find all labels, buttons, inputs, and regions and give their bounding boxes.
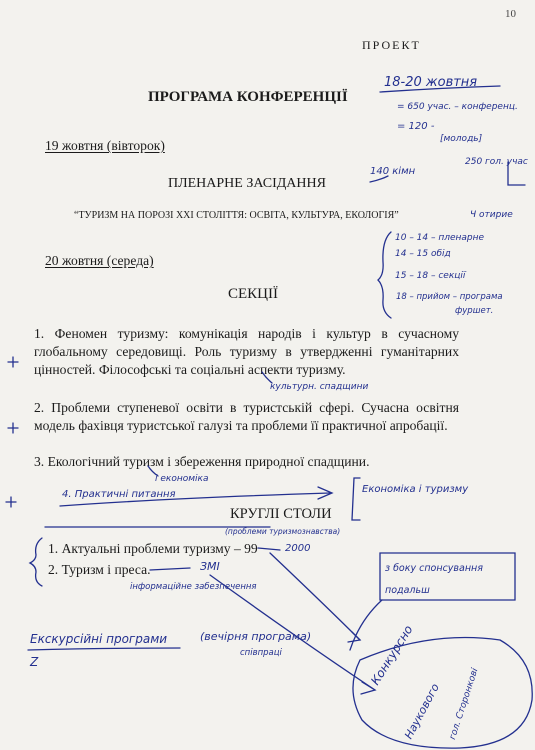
round-table-item-1: 1. Актуальні проблеми туризму – 99	[48, 541, 258, 556]
hand-eco-insert: і економіка	[155, 474, 209, 484]
hand-schedule-3: 15 – 18 – секції	[395, 271, 466, 281]
document-title: ПРОГРАМА КОНФЕРЕНЦІЇ	[148, 89, 348, 105]
page-number: 10	[505, 8, 516, 20]
section-item-3: 3. Екологічний туризм і збереження природної спадщини.	[34, 454, 370, 469]
hand-reserve-note: [молодь]	[440, 134, 483, 144]
hand-heritage-note: культурн. спадщини	[270, 382, 369, 392]
hand-year-note: 2000	[285, 543, 311, 554]
day2-date: 20 жовтня (середа)	[45, 253, 154, 268]
hand-sponsor-box: з боку спонсування подальш	[385, 563, 483, 596]
hand-rooms-note: 140 кімн	[370, 166, 416, 177]
hand-info-note: інформаційне забезпечення	[130, 582, 257, 592]
hand-schedule-5: фуршет.	[455, 306, 494, 316]
hand-circle-3: гол. Сторонкові	[448, 667, 481, 742]
hand-schedule-1: 10 – 14 – пленарне	[395, 233, 485, 243]
round-tables-title: КРУГЛІ СТОЛИ	[230, 506, 332, 522]
hand-circle-2: Наукового	[402, 681, 442, 742]
plenary-title: ПЛЕНАРНЕ ЗАСІДАННЯ	[168, 176, 326, 191]
hand-item-4: 4. Практичні питання	[62, 489, 176, 500]
hand-bracket-economics: Економіка і туризму	[362, 484, 469, 495]
hand-participants-note: = 650 учас. – конференц.	[397, 102, 518, 112]
hand-circle-1: Конкурсно	[368, 622, 416, 688]
sections-title: СЕКЦІЇ	[228, 286, 278, 302]
hand-sub-note: співпраці	[240, 648, 282, 658]
hand-visits-note: Екскурсійні програми	[30, 632, 168, 646]
hand-z-mark: Z	[30, 655, 39, 669]
section-item-2: 2. Проблеми ступеневої освіти в туристській сфері. Сучасна освітня модель фахівця туристської галузі та проблеми її практичної апробації.	[34, 400, 459, 433]
round-table-item-2: 2. Туризм і преса.	[48, 562, 151, 577]
project-label: ПРОЕКТ	[362, 38, 421, 52]
section-item-1: 1. Феномен туризму: комунікація народів і культур в сучасному глобальному середовищі. Роль туризму в утвердженні гуманітарних цінностей. Філософські та соціальні аспекти туризму.	[34, 326, 459, 377]
day1-date: 19 жовтня (вівторок)	[45, 138, 165, 153]
hand-plenary-note: Ч отирие	[470, 210, 513, 220]
hand-round-extra: (проблеми туризмознавства)	[225, 527, 341, 536]
plenary-theme: “ТУРИЗМ НА ПОРОЗІ ХХІ СТОЛІТТЯ: ОСВІТА, КУЛЬТУРА, ЕКОЛОГІЯ”	[74, 210, 399, 221]
hand-count-note: = 120 -	[397, 121, 435, 132]
hand-evening-note: (вечірня програма)	[200, 630, 312, 643]
hand-zmi: ЗМІ	[200, 560, 220, 573]
hand-schedule-4: 18 – прийом – програма	[396, 292, 503, 302]
hand-guests-note: 250 гол. учас	[465, 157, 528, 167]
hand-schedule-2: 14 – 15 обід	[395, 249, 451, 259]
hand-dates-note: 18-20 жовтня	[384, 75, 478, 90]
